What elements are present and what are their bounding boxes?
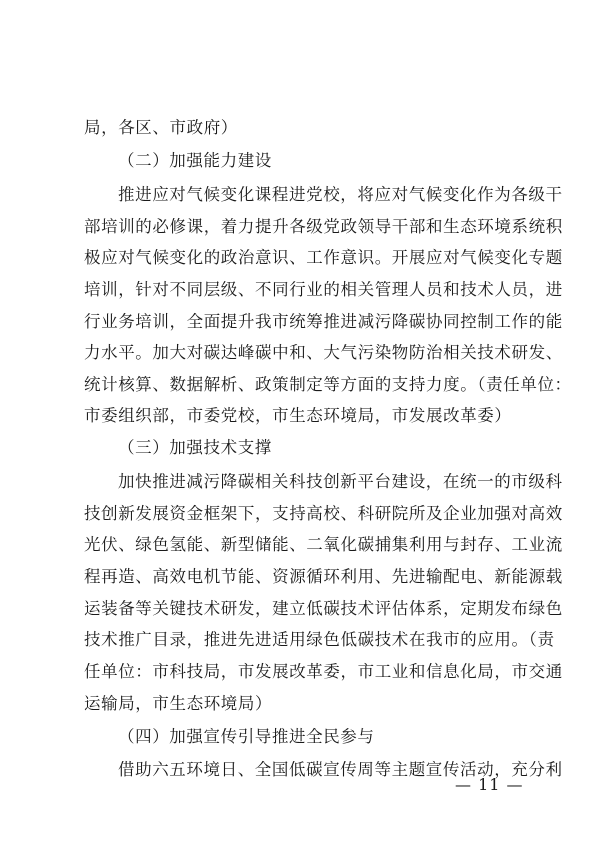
text-line: 市委组织部，市委党校，市生态环境局，市发展改革委） xyxy=(84,406,512,425)
text-line: 任单位：市科技局，市发展改革委，市工业和信息化局，市交通 xyxy=(84,662,563,681)
section-heading: （二）加强能力建设 xyxy=(118,151,272,170)
section-heading: （四）加强宣传引导推进全民参与 xyxy=(118,727,375,746)
text-line: 光伏、绿色氢能、新型储能、二氧化碳捕集利用与封存、工业流 xyxy=(84,535,563,554)
text-line: 技创新发展资金框架下，支持高校、科研院所及企业加强对高效 xyxy=(84,504,563,523)
section-heading: （三）加强技术支撑 xyxy=(118,438,272,457)
text-line: 运装备等关键技术研发，建立低碳技术评估体系，定期发布绿色 xyxy=(84,599,563,618)
text-line: 技术推广目录，推进先进适用绿色低碳技术在我市的应用。（责 xyxy=(84,630,555,649)
text-line: 程再造、高效电机节能、资源循环利用、先进输配电、新能源载 xyxy=(84,567,563,586)
paragraph-first-line: 加快推进减污降碳相关科技创新平台建设，在统一的市级科 xyxy=(118,472,563,491)
text-line: 极应对气候变化的政治意识、工作意识。开展应对气候变化专题 xyxy=(84,248,563,267)
text-line: 力水平。加大对碳达峰碳中和、大气污染物防治相关技术研发、 xyxy=(84,343,563,362)
text-line: 局，各区、市政府） xyxy=(84,118,238,137)
text-line: 部培训的必修课，着力提升各级党政领导干部和生态环境系统积 xyxy=(84,217,563,236)
text-line: 培训，针对不同层级、不同行业的相关管理人员和技术人员，进 xyxy=(84,280,563,299)
page-number: — 11 — xyxy=(455,775,524,794)
paragraph-first-line: 借助六五环境日、全国低碳宣传周等主题宣传活动，充分利 xyxy=(118,760,563,779)
text-line: 统计核算、数据解析、政策制定等方面的支持力度。（责任单位： xyxy=(84,375,572,394)
text-line: 行业务培训，全面提升我市统筹推进减污降碳协同控制工作的能 xyxy=(84,312,563,331)
text-line: 运输局，市生态环境局） xyxy=(84,694,273,713)
paragraph-first-line: 推进应对气候变化课程进党校，将应对气候变化作为各级干 xyxy=(118,185,563,204)
